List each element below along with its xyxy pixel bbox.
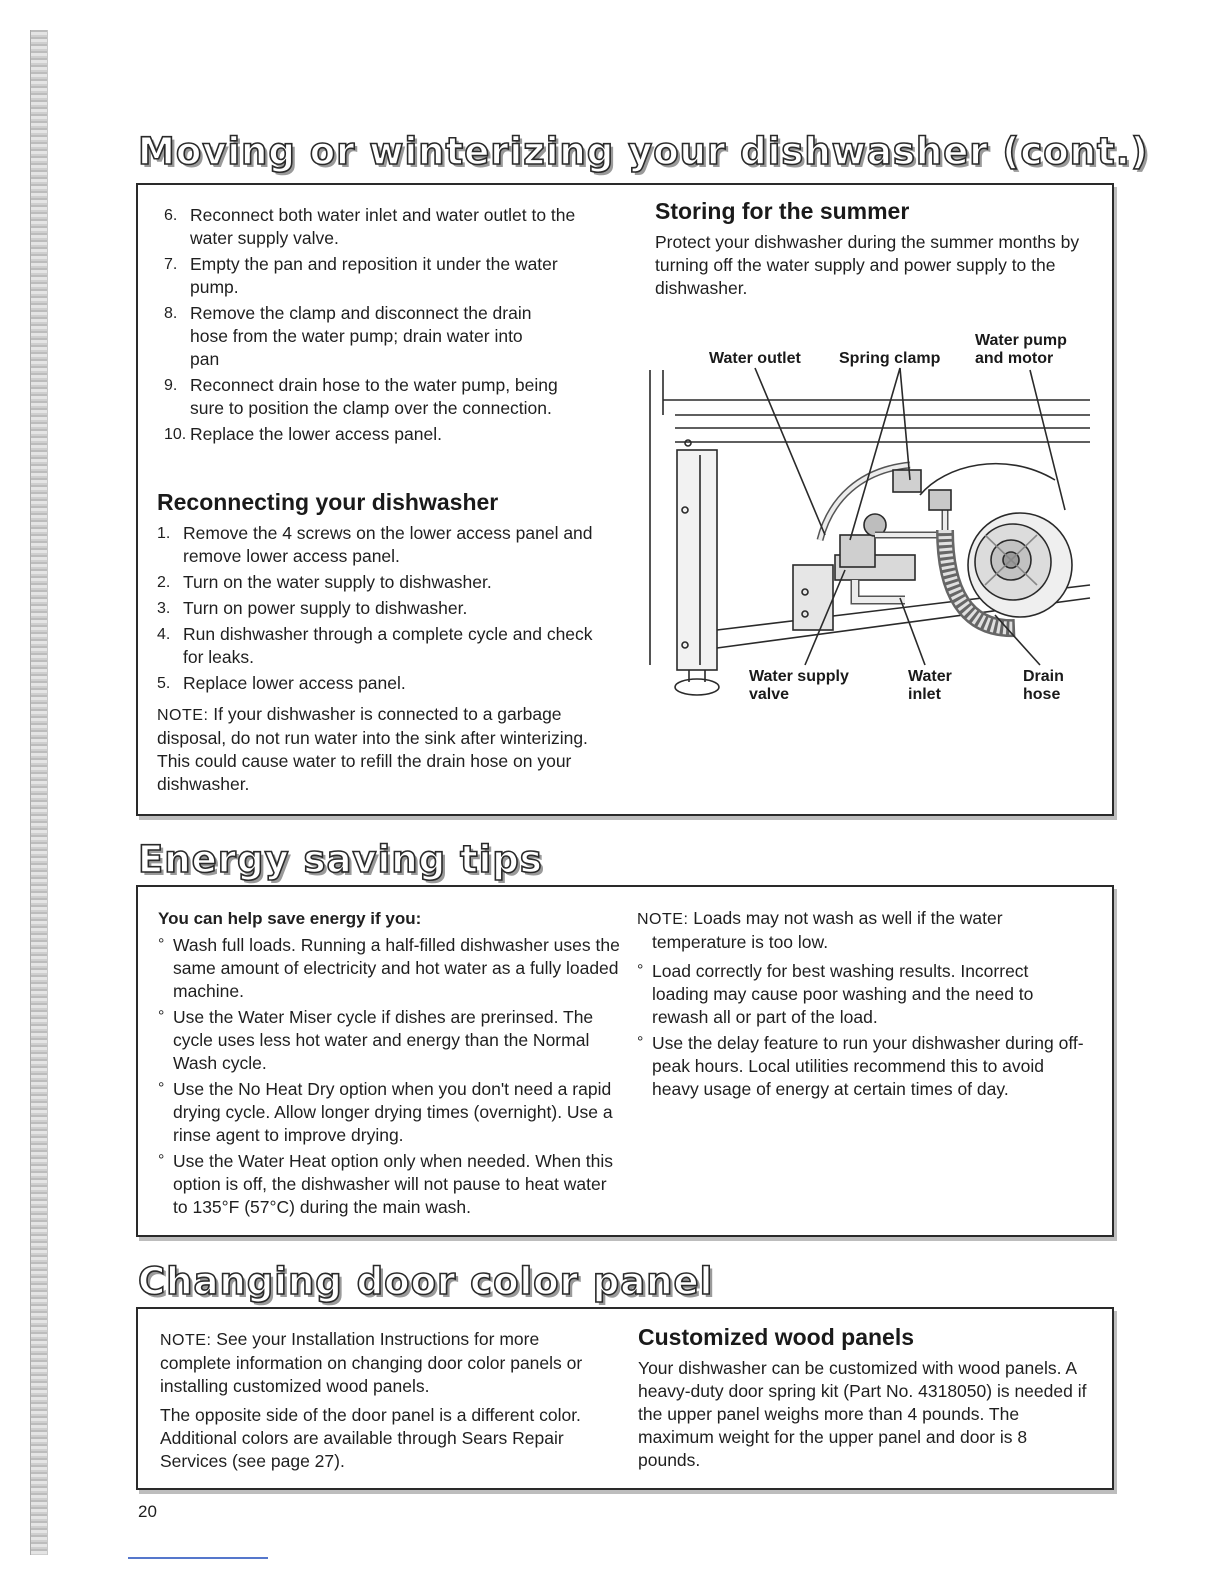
energy-left-column	[158, 907, 623, 1222]
list-item: 10. Replace the lower access panel.	[164, 424, 442, 444]
energy-tips-list-right	[637, 960, 1087, 1101]
energy-lead: You can help save energy if you:	[158, 909, 422, 928]
label-water-pump: Water pump and motor	[975, 332, 1067, 367]
reconnecting-heading: Reconnecting your dishwasher	[157, 489, 499, 515]
moving-left-column	[164, 204, 609, 449]
list-item: ° Use the Water Heat option only when needed. When this option is off, the dishwasher will not pause to heat water to 135°F (57°C) during the main wash.	[158, 1150, 623, 1219]
reconnecting-column	[157, 488, 609, 802]
storing-column	[655, 197, 1095, 306]
winterizing-steps-list	[164, 204, 609, 446]
diagram-illustration	[645, 330, 1095, 725]
list-item: 4. Run dishwasher through a complete cycle and check for leaks.	[157, 624, 593, 667]
list-item: ° Use the Water Miser cycle if dishes are prerinsed. The cycle uses less hot water and energy than the Normal Wash cycle.	[158, 1006, 623, 1075]
door-section-title: Changing door color panel	[138, 1260, 714, 1303]
storing-text: Protect your dishwasher during the summer months by turning off the water supply and power supply to the dishwasher.	[655, 232, 1080, 298]
reconnecting-steps-list	[157, 522, 609, 695]
label-water-supply-valve: Water supply valve	[749, 668, 849, 703]
list-item: 8. Remove the clamp and disconnect the drain hose from the water pump; drain water into pan	[164, 303, 532, 369]
label-drain-hose: Drain hose	[1023, 668, 1064, 703]
list-item: 2. Turn on the water supply to dishwasher.	[157, 572, 492, 592]
binding-edge	[30, 30, 48, 1555]
footer-rule	[128, 1557, 268, 1559]
door-paragraph: The opposite side of the door panel is a different color. Additional colors are available through Sears Repair Services (see page 27).	[160, 1405, 581, 1471]
label-spring-clamp: Spring clamp	[839, 350, 941, 367]
list-item: 5. Replace lower access panel.	[157, 673, 406, 693]
wood-panels-heading: Customized wood panels	[638, 1324, 915, 1350]
list-item: 3. Turn on power supply to dishwasher.	[157, 598, 468, 618]
list-item: ° Load correctly for best washing results. Incorrect loading may cause poor washing and the need to rewash all or part of the load.	[637, 960, 1087, 1029]
energy-section-title: Energy saving tips	[138, 838, 543, 881]
energy-right-column	[637, 907, 1087, 1104]
list-item: 9. Reconnect drain hose to the water pump, being sure to position the clamp over the connection.	[164, 375, 558, 418]
label-water-inlet: Water inlet	[908, 668, 952, 703]
storing-heading: Storing for the summer	[655, 198, 910, 224]
moving-section-title: Moving or winterizing your dishwasher (cont.)	[138, 130, 1149, 173]
list-item: ° Wash full loads. Running a half-filled dishwasher uses the same amount of electricity and hot water as a fully loaded machine.	[158, 934, 623, 1003]
energy-tips-list-left	[158, 934, 623, 1219]
list-item: 6. Reconnect both water inlet and water outlet to the water supply valve.	[164, 205, 576, 248]
list-item: ° Use the delay feature to run your dishwasher during off-peak hours. Local utilities recommend this to avoid heavy usage of energy at certain times of day.	[637, 1032, 1087, 1101]
wood-panels-text: Your dishwasher can be customized with wood panels. A heavy-duty door spring kit (Part No. 4318050) is needed if the upper panel weighs more than 4 pounds. The maximum weight for the upper panel and door is 8 pounds.	[638, 1358, 1087, 1470]
door-left-column	[160, 1328, 600, 1479]
dishwasher-plumbing-diagram	[645, 330, 1095, 725]
list-item: 1. Remove the 4 screws on the lower access panel and remove lower access panel.	[157, 523, 593, 566]
list-item: ° Use the No Heat Dry option when you don't need a rapid drying cycle. Allow longer drying times (overnight). Use a rinse agent to improve drying.	[158, 1078, 623, 1147]
energy-note: NOTE: Loads may not wash as well if the water temperature is too low.	[637, 908, 1003, 952]
door-note: NOTE: See your Installation Instructions for more complete information on changing door color panels or installing customized wood panels.	[160, 1329, 583, 1396]
page-number: 20	[138, 1502, 157, 1521]
reconnecting-note: NOTE: If your dishwasher is connected to a garbage disposal, do not run water into the sink after winterizing. This could cause water to refill the drain hose on your dishwasher.	[157, 704, 588, 794]
label-water-outlet: Water outlet	[709, 350, 801, 367]
list-item: 7. Empty the pan and reposition it under the water pump.	[164, 254, 558, 297]
door-right-column	[638, 1323, 1088, 1478]
